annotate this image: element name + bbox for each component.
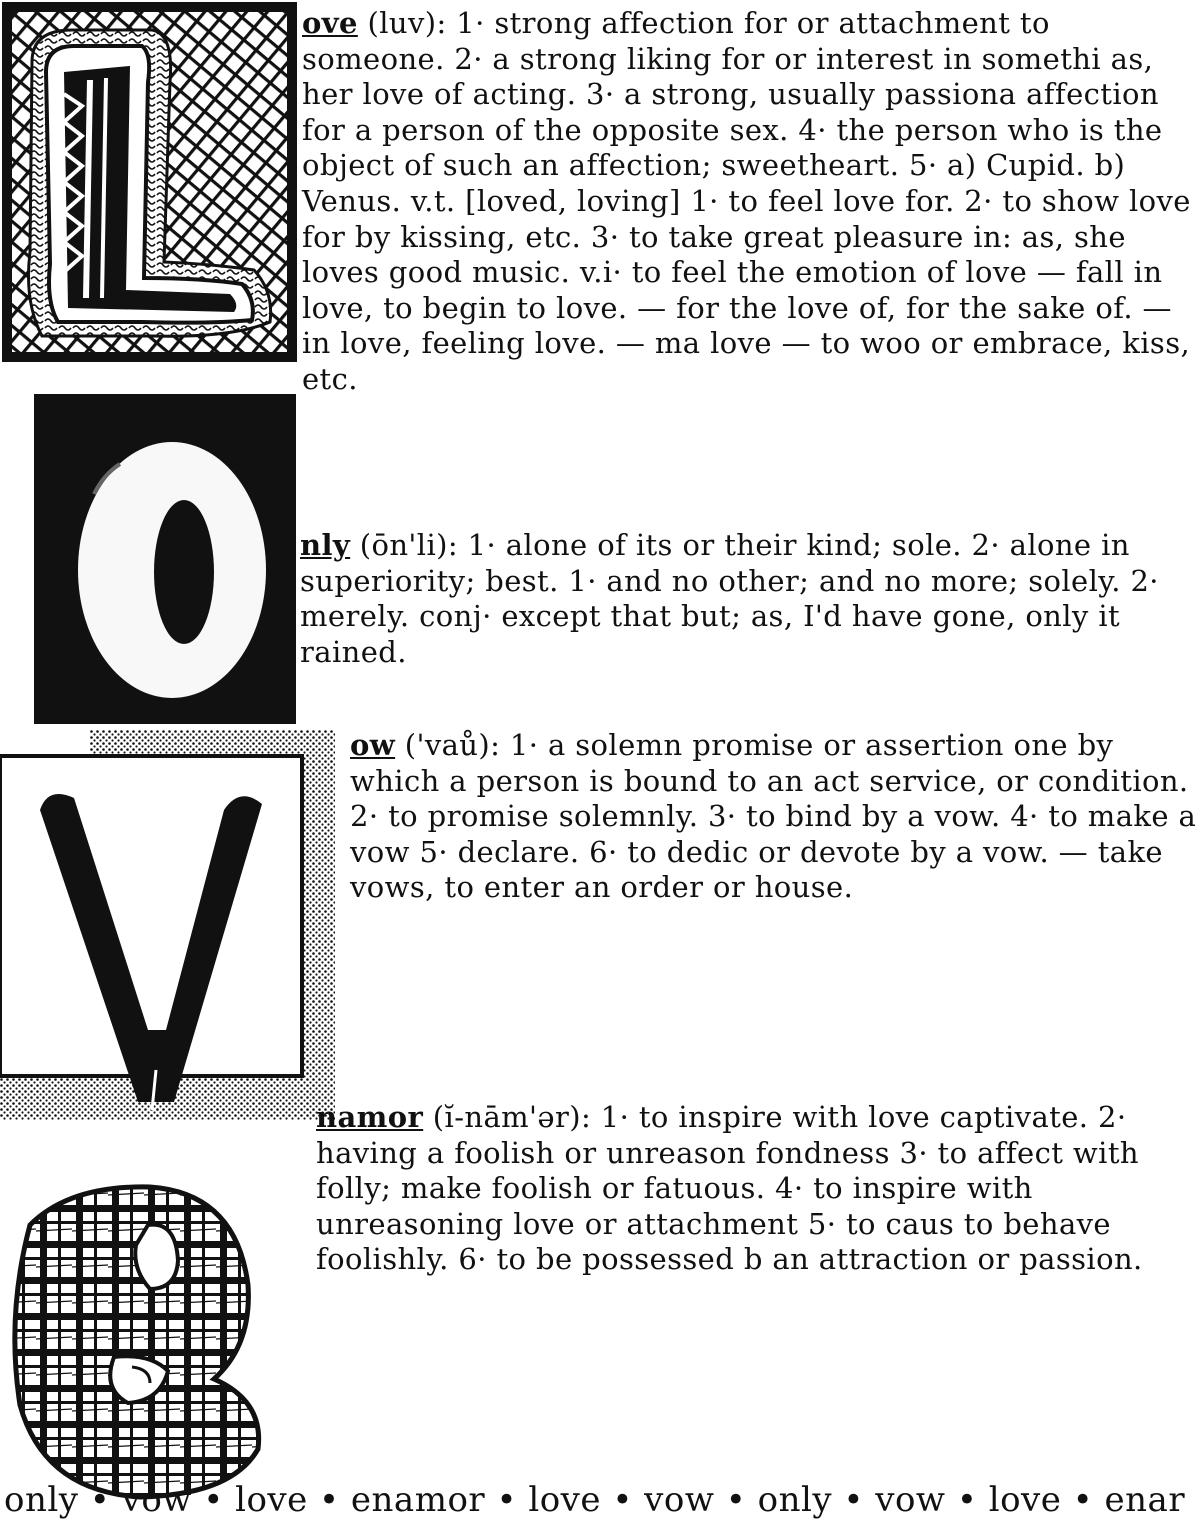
letter-e-panel bbox=[0, 1165, 285, 1500]
entry-love-definition: (luv): 1· strong affection for or attachment to someone. 2· a strong liking for or interest in somethi as, her love of acting. 3· a strong, usually passiona affection for a person of the opposite sex. 4· the person who is the object of such an affection; sweetheart. 5· a) Cupid. b) Venus. v.t. [loved, loving] 1· to feel love for. 2· to show love for by kissing, etc. 3· to take great pleasure in: as, she loves good music. v.i· to feel the emotion of love — fall in love, to begin to love. — for the love of, for the sake of. — in love, feeling love. — ma love — to woo or embrace, kiss, etc. bbox=[302, 6, 1191, 396]
letter-o-panel bbox=[34, 394, 296, 724]
entry-love bbox=[302, 6, 1198, 398]
entry-enamor-definition: (ĭ-nām'ər): 1· to inspire with love captivate. 2· having a foolish or unreason fondness 3· to affect with folly; make foolish or fatuous. 4· to inspire with unreasoning love or attachment 5· to caus to behave foolishly. 6· to be possessed b an attraction or passion. bbox=[316, 1100, 1143, 1277]
entry-vow bbox=[350, 728, 1198, 906]
entry-love-headword: ove bbox=[302, 6, 358, 40]
entry-vow-definition: ('vaů): 1· a solemn promise or assertion one by which a person is bound to an act service, or condition. 2· to promise solemnly. 3· to bind by a vow. 4· to make a vow 5· declare. 6· to dedic or devote by a vow. — take vows, to enter an order or house. bbox=[350, 728, 1197, 905]
letter-v-panel bbox=[0, 730, 335, 1120]
letter-l-panel bbox=[2, 2, 297, 362]
footer-word-strip: only • vow • love • enamor • love • vow • only • vow • love • enar bbox=[4, 1480, 1186, 1520]
letter-o-artwork bbox=[34, 394, 296, 724]
letter-e-artwork bbox=[0, 1165, 285, 1500]
letter-l-artwork bbox=[2, 2, 297, 362]
entry-vow-headword: ow bbox=[350, 728, 396, 762]
entry-only-definition: (ōn'li): 1· alone of its or their kind; sole. 2· alone in superiority; best. 1· and no other; and no more; solely. 2· merely. conj· except that but; as, I'd have gone, only it rained. bbox=[300, 528, 1159, 669]
entry-only-headword: nly bbox=[300, 528, 351, 562]
entry-enamor-headword: namor bbox=[316, 1100, 424, 1134]
entry-only bbox=[300, 528, 1198, 670]
entry-enamor bbox=[316, 1100, 1198, 1278]
letter-v-artwork bbox=[0, 730, 335, 1120]
